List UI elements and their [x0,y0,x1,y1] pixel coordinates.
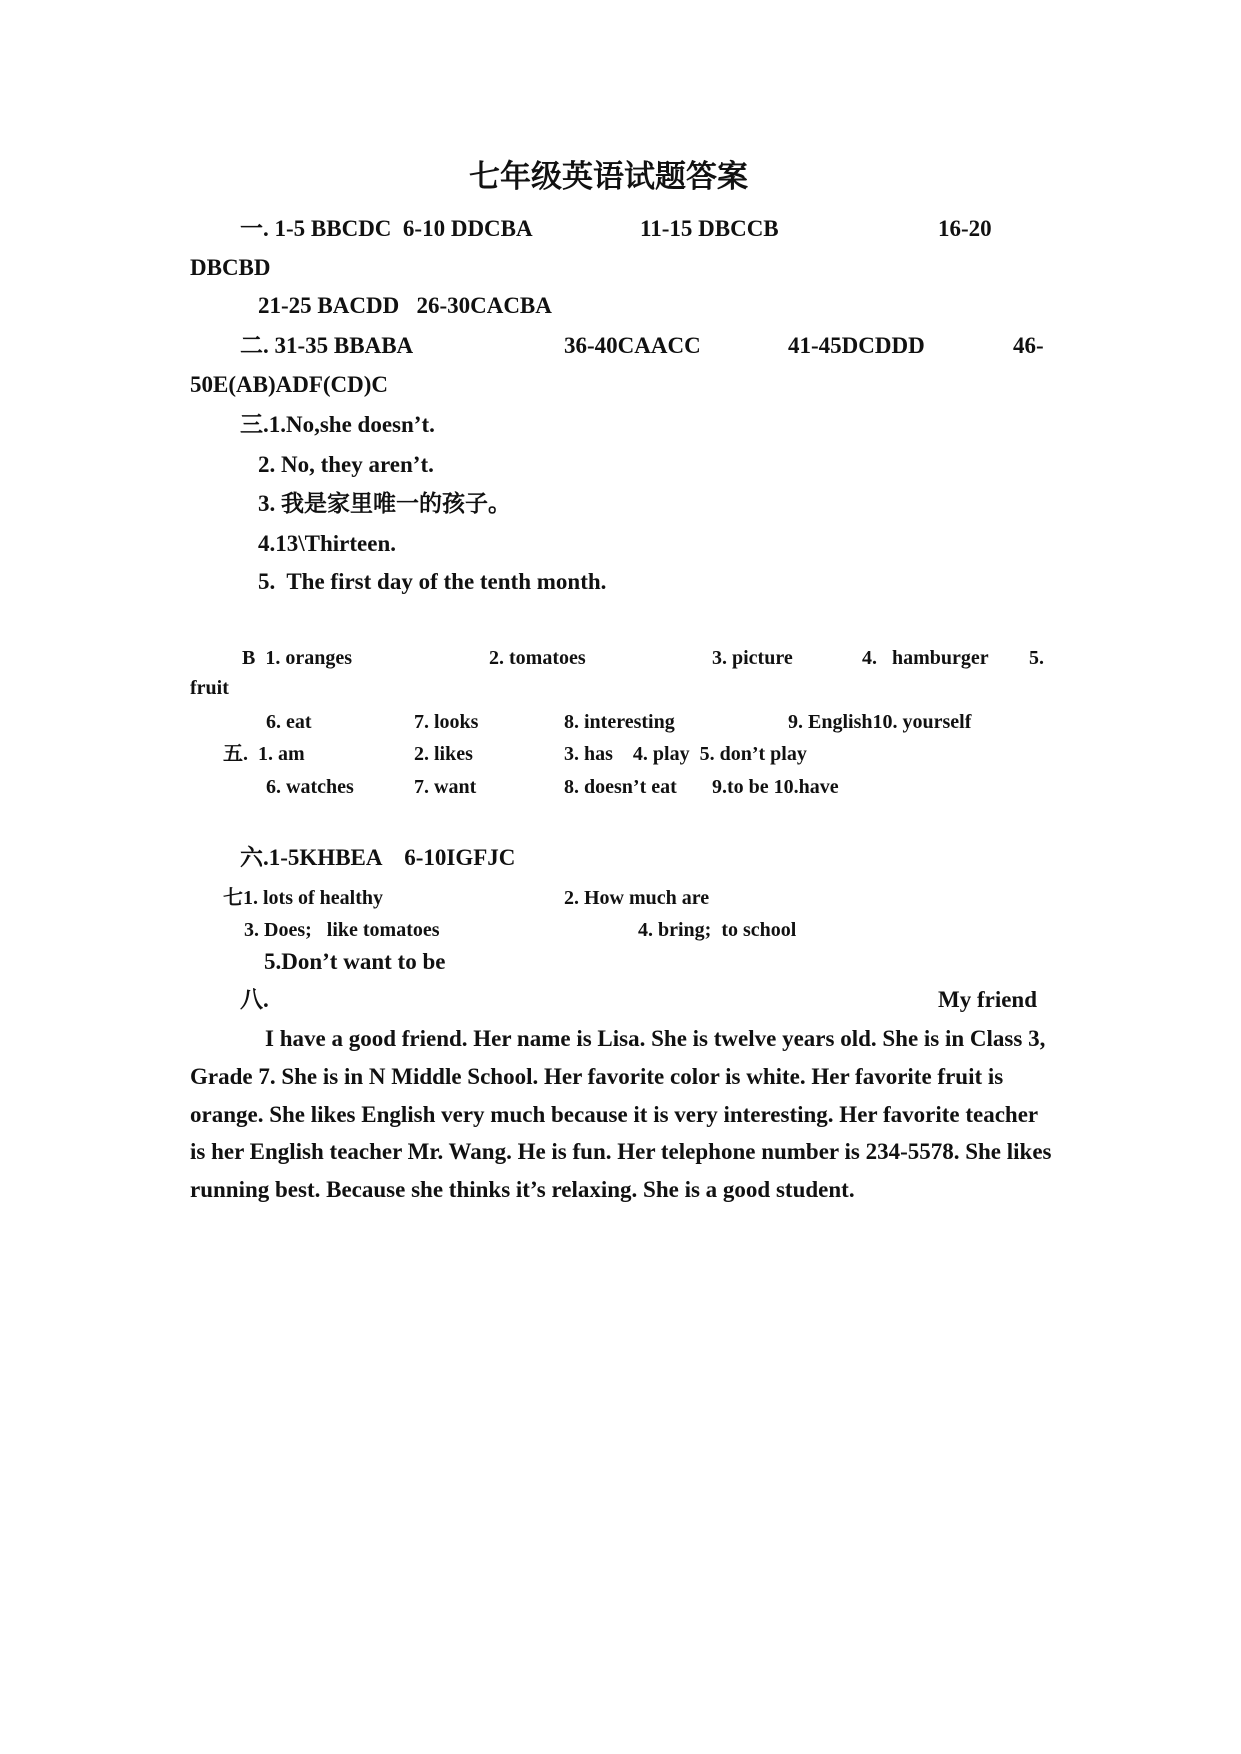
section-b-row-2-col-3: 8. interesting [564,711,675,733]
section-1-line-2: DBCBD [190,255,271,280]
essay-paragraph: I have a good friend. Her name is Lisa. She is twelve years old. She is in Class 3, Grade 7. She is in N Middle School. Her favorite color is white. Her favorite fruit is orange. She likes English very much because it is very interesting. Her favorite teacher is her English teacher Mr. Wang. He is fun. Her telephone number is 234-5578. She likes running best. Because she thinks it’s relaxing. She is a good student. [190,1026,1052,1203]
section-1-line-1c: 16-20 [938,216,992,241]
section-3-line-4: 4.13\Thirteen. [258,531,396,556]
section-b-row-2-col-1: 6. eat [266,711,312,733]
section-5-row-1-col-3: 3. has 4. play 5. don’t play [564,743,807,765]
section-8-label: 八. [240,987,269,1012]
section-1-line-1a: 一. 1-5 BBCDC 6-10 DDCBA [240,216,533,241]
section-2-line-1d: 46- [1013,333,1044,358]
section-7-row-1-col-2: 2. How much are [564,887,710,909]
section-5-row-2-col-1: 6. watches [266,776,354,798]
section-6-line-1: 六.1-5KHBEA 6-10IGFJC [240,845,516,870]
section-7-row-2-col-1: 3. Does; like tomatoes [244,919,440,941]
section-b-row-1-col-5: 5. [1029,647,1044,669]
section-1-line-3: 21-25 BACDD 26-30CACBA [258,293,552,318]
section-7-row-2-col-2: 4. bring; to school [638,919,797,941]
section-2-line-1b: 36-40CAACC [564,333,701,358]
section-3-line-3: 3. 我是家里唯一的孩子。 [258,491,511,516]
section-b-row-2-col-2: 7. looks [414,711,479,733]
section-3-line-5: 5. The first day of the tenth month. [258,569,607,594]
section-1-line-1b: 11-15 DBCCB [640,216,779,241]
section-2-line-1c: 41-45DCDDD [788,333,925,358]
section-b-row-1-wrap: fruit [190,677,229,699]
section-7-row-1-col-1: 七1. lots of healthy [223,887,383,909]
section-3-line-1: 三.1.No,she doesn’t. [240,412,435,437]
section-5-row-1-col-1: 五. 1. am [223,743,305,765]
page-title: 七年级英语试题答案 [469,159,748,194]
section-b-row-1-col-3: 3. picture [712,647,793,669]
section-b-row-2-col-4: 9. English10. yourself [788,711,972,733]
section-b-row-1-col-1: B 1. oranges [242,647,352,669]
section-2-line-2: 50E(AB)ADF(CD)C [190,372,389,397]
section-2-line-1a: 二. 31-35 BBABA [240,333,414,358]
essay-heading: My friend [938,987,1038,1012]
section-3-line-2: 2. No, they aren’t. [258,452,434,477]
section-b-row-1-col-4: 4. hamburger [862,647,989,669]
section-5-row-1-col-2: 2. likes [414,743,473,765]
section-b-row-1-col-2: 2. tomatoes [489,647,586,669]
section-5-row-2-col-4: 9.to be 10.have [712,776,839,798]
section-5-row-2-col-3: 8. doesn’t eat [564,776,677,798]
section-5-row-2-col-2: 7. want [414,776,477,798]
section-7-row-3: 5.Don’t want to be [264,949,446,974]
